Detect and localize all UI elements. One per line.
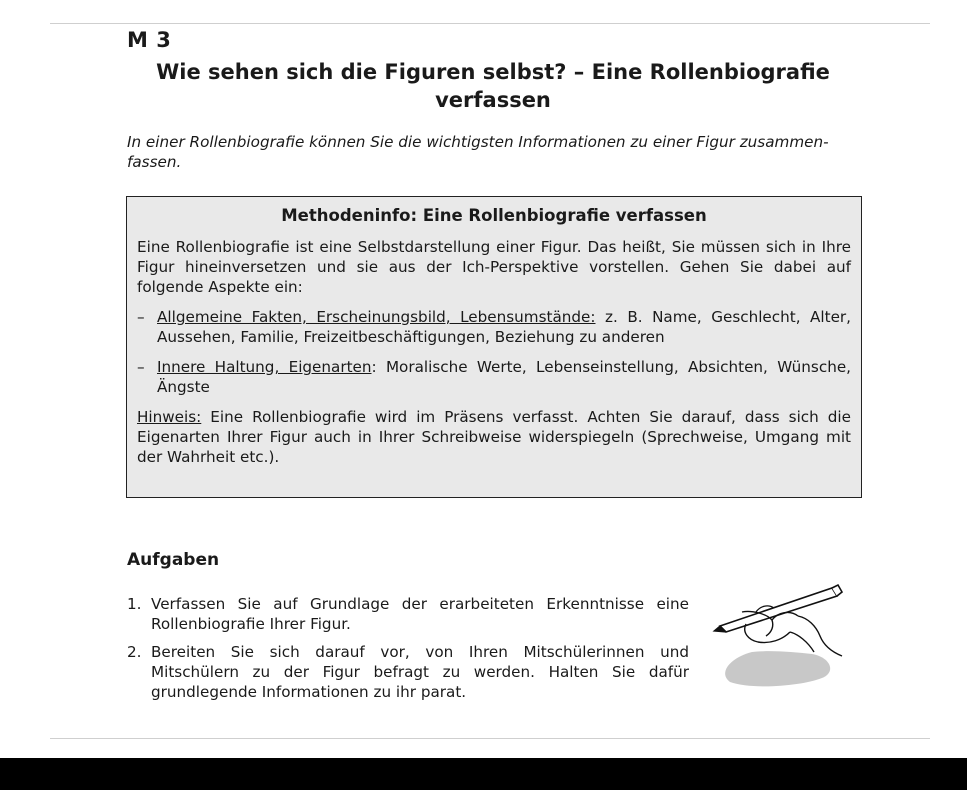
task-text: Bereiten Sie sich darauf vor, von Ihren Mitschülerinnen und Mitschülern zu der Figur befragt zu werden. Halten Sie dafür grundlegende Informationen zu ihr parat. [151,643,689,701]
task-item [127,594,689,634]
aspect-term: Innere Haltung, Eigenarten [157,358,372,376]
task-list [127,594,689,710]
page-title: Wie sehen sich die Figuren selbst? – Eine Rollenbiografie verfassen [156,60,830,112]
top-divider [50,23,930,24]
hint-note [137,407,851,467]
method-info-box [126,196,862,498]
task-text: Verfassen Sie auf Grundlage der erarbeiteten Erkenntnisse eine Rollenbiografie Ihrer Figur. [151,595,689,633]
dash-marker: – [137,358,145,376]
task-number: 2. [127,643,142,661]
dash-marker: – [137,308,145,326]
tasks-heading: Aufgaben [127,550,220,570]
aspect-item [137,357,851,397]
footer-band [0,758,967,790]
task-number: 1. [127,595,142,613]
material-label: M 3 [127,28,172,52]
aspect-text: : Moralische Werte, Lebenseinstellung, Absichten, Wünsche, Ängste [157,358,851,396]
intro-text: In einer Rollenbiografie können Sie die wichtigsten Informationen zu einer Figur zusammen-fassen. [127,133,829,171]
method-info-paragraph: Eine Rollenbiografie ist eine Selbstdarstellung einer Figur. Das heißt, Sie müssen sich in Ihre Figur hineinversetzen und sie aus der Ich-Perspektive vorstellen. Gehen Sie dabei auf folgende Aspekte ein: [137,238,851,296]
aspect-text: z. B. Name, Geschlecht, Alter, Aussehen, Familie, Freizeitbeschäftigungen, Beziehung zu anderen [157,308,852,346]
hand-writing-with-pen-icon [712,582,860,690]
bottom-divider [50,738,930,739]
aspect-term: Allgemeine Fakten, Erscheinungsbild, Lebensumstände: [157,308,596,326]
method-info-title: Methodeninfo: Eine Rollenbiografie verfassen [281,206,707,225]
task-item [127,642,689,702]
hint-label: Hinweis: [137,408,202,426]
hint-text: Eine Rollenbiografie wird im Präsens verfasst. Achten Sie darauf, dass sich die Eigenarten Ihrer Figur auch in Ihrer Schreibweise widerspiegeln (Sprechweise, Umgang mit der Wahrheit etc.). [137,408,852,466]
aspect-item [137,307,851,347]
